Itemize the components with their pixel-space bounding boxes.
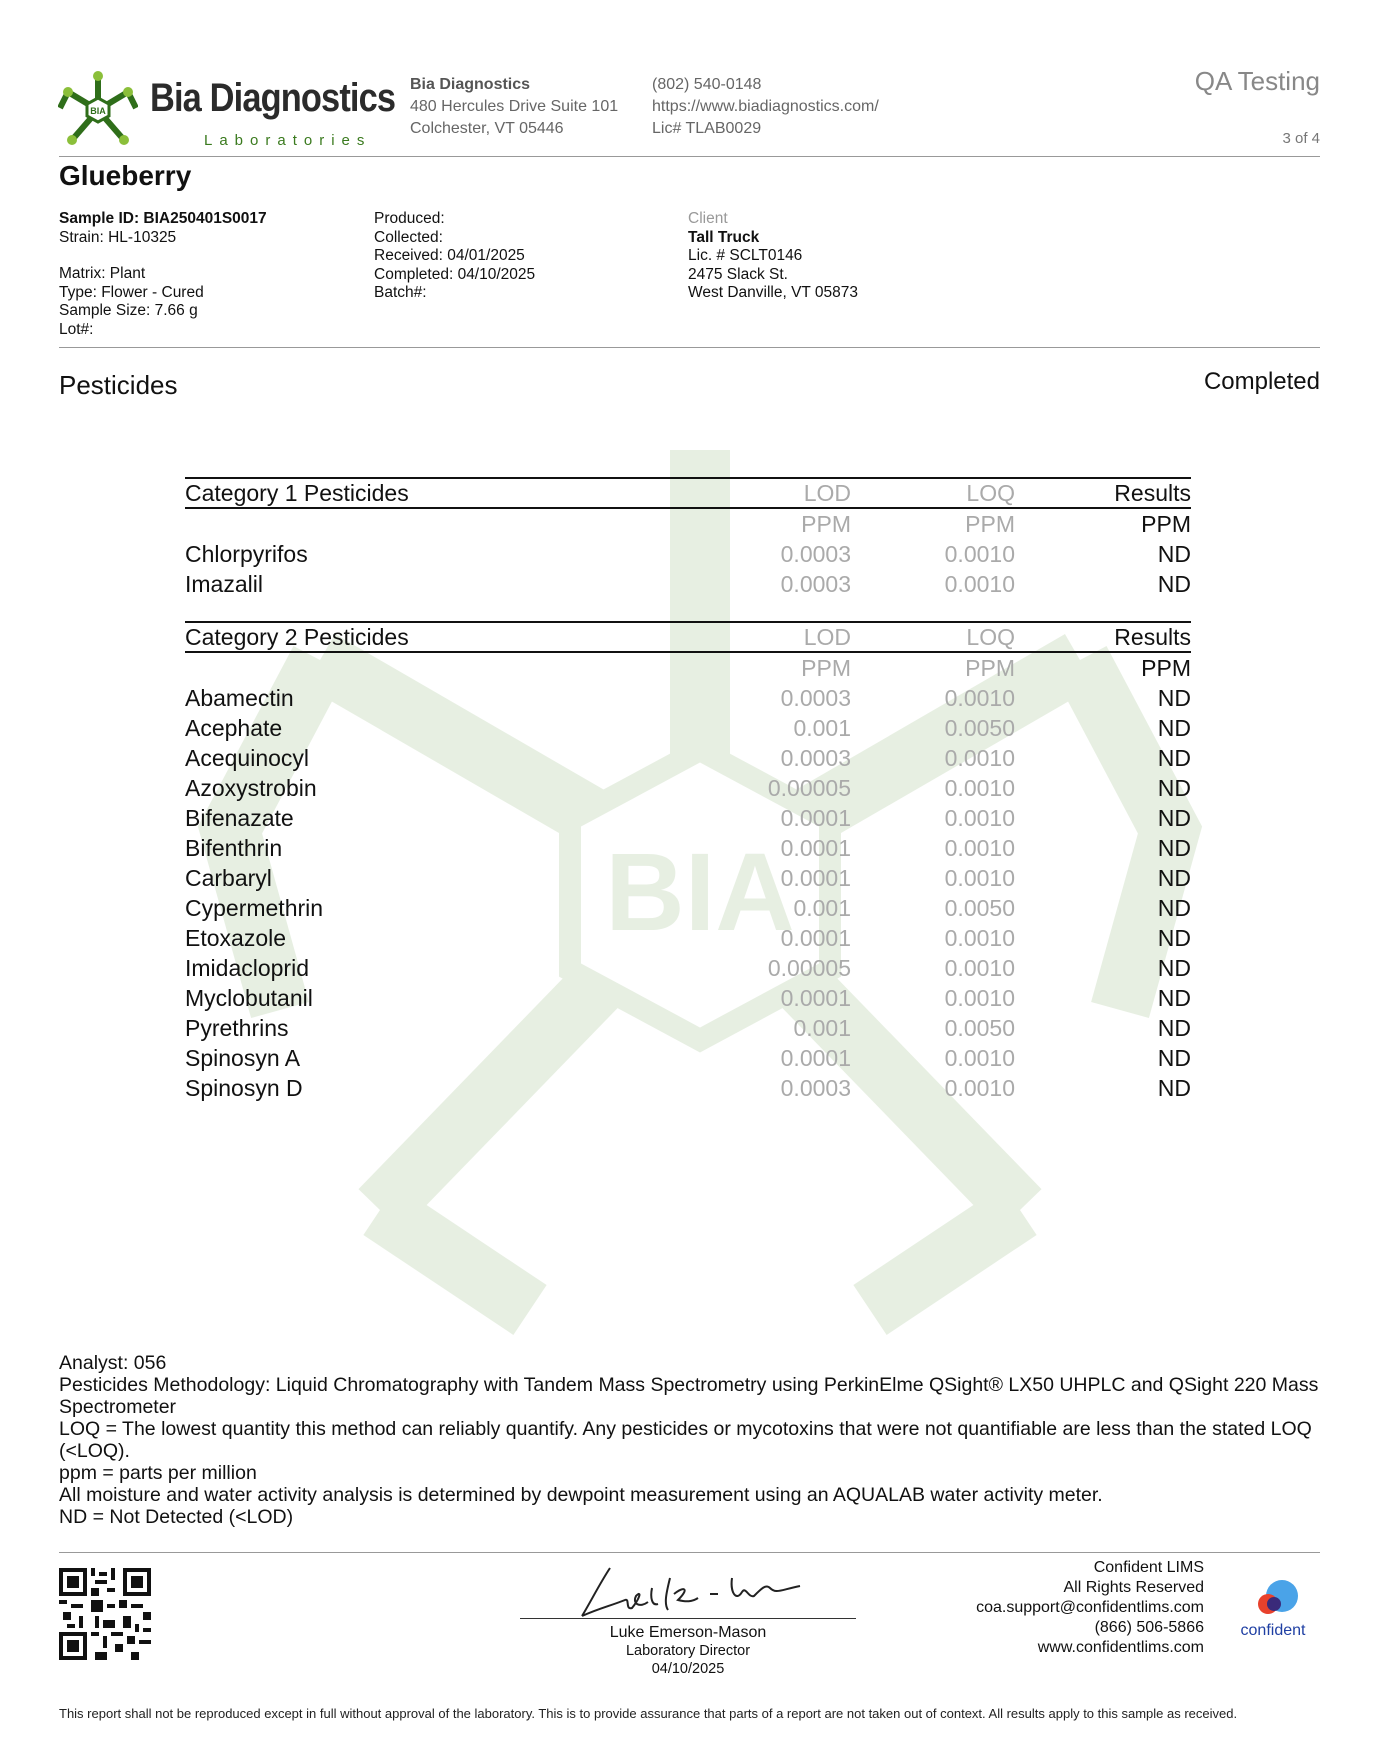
lab-name: Bia Diagnostics xyxy=(410,76,531,93)
client-address2: West Danville, VT 05873 xyxy=(688,284,859,301)
analyte-result: ND xyxy=(1157,955,1191,981)
header-divider xyxy=(59,156,1320,157)
analyte-lod: 0.0001 xyxy=(780,925,851,951)
analyte-result: ND xyxy=(1157,1045,1191,1071)
sample-lot: Lot#: xyxy=(59,320,94,338)
analyte-lod: 0.00005 xyxy=(767,955,851,981)
results-unit: PPM xyxy=(1141,655,1191,681)
lod-unit: PPM xyxy=(801,511,851,537)
lab-website[interactable]: https://www.biadiagnostics.com/ xyxy=(652,98,879,115)
analyte-name: Etoxazole xyxy=(185,925,287,951)
table-row xyxy=(185,713,1191,743)
client-name: Tall Truck xyxy=(688,228,760,246)
table-header xyxy=(185,621,1191,653)
lims-contact-block xyxy=(976,1558,1204,1658)
analyte-lod: 0.0003 xyxy=(780,571,851,597)
date-collected: Collected: xyxy=(374,228,443,246)
analyte-result: ND xyxy=(1157,835,1191,861)
note-analyst: Analyst: 056 xyxy=(59,1352,167,1374)
footer-divider xyxy=(59,1552,1320,1553)
results-unit: PPM xyxy=(1141,511,1191,537)
analyte-lod: 0.001 xyxy=(793,895,851,921)
logo-emblem-text: BIA xyxy=(90,106,106,116)
lod-header: LOD xyxy=(803,480,851,506)
analyte-name: Chlorpyrifos xyxy=(185,541,308,567)
analyte-name: Acephate xyxy=(185,715,283,741)
analyte-result: ND xyxy=(1157,865,1191,891)
analyte-result: ND xyxy=(1157,985,1191,1011)
table-row xyxy=(185,983,1191,1013)
category2-table xyxy=(185,621,1191,1103)
watermark-text: BIA xyxy=(605,831,795,954)
disclaimer: This report shall not be reproduced except in full without approval of the laboratory. This is to provide assurance that parts of a report are not taken out of context. All results apply to this sample as received. xyxy=(59,1706,1238,1721)
batch-number: Batch#: xyxy=(374,284,427,301)
sample-size: Sample Size: 7.66 g xyxy=(59,302,198,319)
lod-unit: PPM xyxy=(801,655,851,681)
sample-name: Glueberry xyxy=(59,160,192,191)
page-number: 3 of 4 xyxy=(1282,130,1320,147)
analyte-lod: 0.0003 xyxy=(780,745,851,771)
client-license: Lic. # SCLT0146 xyxy=(688,247,803,264)
analyte-lod: 0.0001 xyxy=(780,985,851,1011)
analyte-loq: 0.0010 xyxy=(944,865,1015,891)
doc-type: QA Testing xyxy=(1194,66,1320,96)
date-completed: Completed: 04/10/2025 xyxy=(374,265,536,283)
sample-matrix: Matrix: Plant xyxy=(59,265,146,282)
analyte-name: Bifenthrin xyxy=(185,835,283,861)
analyte-result: ND xyxy=(1157,685,1191,711)
analyte-loq: 0.0050 xyxy=(944,895,1015,921)
analyte-lod: 0.0001 xyxy=(780,1045,851,1071)
table-row xyxy=(185,743,1191,773)
loq-header: LOQ xyxy=(966,624,1015,650)
analyte-lod: 0.0003 xyxy=(780,541,851,567)
sample-dates xyxy=(374,210,535,303)
analyte-loq: 0.0010 xyxy=(944,955,1015,981)
analyte-result: ND xyxy=(1157,775,1191,801)
signatory-block xyxy=(520,1624,856,1678)
client-info xyxy=(688,210,858,303)
table-row xyxy=(185,953,1191,983)
client-address1: 2475 Slack St. xyxy=(688,265,788,283)
analyte-lod: 0.001 xyxy=(793,1015,851,1041)
logo-subtitle: Laboratories xyxy=(204,132,372,149)
unit-row xyxy=(185,509,1191,539)
note-ppm: ppm = parts per million xyxy=(59,1462,257,1484)
analyte-loq: 0.0010 xyxy=(944,541,1015,567)
method-notes xyxy=(59,1352,1329,1528)
analyte-loq: 0.0010 xyxy=(944,985,1015,1011)
analyte-loq: 0.0010 xyxy=(944,1075,1015,1101)
note-methodology: Pesticides Methodology: Liquid Chromatography with Tandem Mass Spectrometry using PerkinElme QSight® LX50 UHPLC and QSight 220 Mass Spectrometer xyxy=(59,1374,1319,1418)
table-header xyxy=(185,477,1191,509)
signature-line xyxy=(520,1618,856,1619)
analyte-loq: 0.0050 xyxy=(944,1015,1015,1041)
confident-logo xyxy=(1228,1578,1318,1648)
sample-strain: Strain: HL-10325 xyxy=(59,228,177,246)
lod-header: LOD xyxy=(803,624,851,650)
analyte-result: ND xyxy=(1157,805,1191,831)
analyte-result: ND xyxy=(1157,715,1191,741)
lims-phone: (866) 506-5866 xyxy=(1094,1619,1204,1636)
analyte-name: Pyrethrins xyxy=(185,1015,289,1041)
sample-type: Type: Flower - Cured xyxy=(59,283,204,301)
lims-website[interactable]: www.confidentlims.com xyxy=(1037,1639,1204,1656)
analyte-result: ND xyxy=(1157,925,1191,951)
lims-name: Confident LIMS xyxy=(1093,1559,1204,1576)
analyte-lod: 0.00005 xyxy=(767,775,851,801)
table-row xyxy=(185,863,1191,893)
table-row xyxy=(185,803,1191,833)
loq-unit: PPM xyxy=(965,511,1015,537)
analyte-name: Bifenazate xyxy=(185,805,294,831)
analyte-loq: 0.0050 xyxy=(944,715,1015,741)
table-row xyxy=(185,773,1191,803)
table-title: Category 1 Pesticides xyxy=(185,480,409,506)
analyte-name: Abamectin xyxy=(185,685,294,711)
analyte-result: ND xyxy=(1157,571,1191,597)
results-header: Results xyxy=(1114,480,1191,506)
analyte-lod: 0.0003 xyxy=(780,685,851,711)
lab-phone: (802) 540-0148 xyxy=(652,76,762,93)
lab-address-line1: 480 Hercules Drive Suite 101 xyxy=(410,98,619,115)
analyte-lod: 0.001 xyxy=(793,715,851,741)
sample-info xyxy=(59,210,267,339)
signature-date: 04/10/2025 xyxy=(651,1661,725,1677)
table-row xyxy=(185,1013,1191,1043)
analyte-name: Imidacloprid xyxy=(185,955,309,981)
note-moisture: All moisture and water activity analysis is determined by dewpoint measurement using an AQUALAB water activity meter. xyxy=(59,1484,1103,1506)
analyte-result: ND xyxy=(1157,895,1191,921)
analyte-lod: 0.0001 xyxy=(780,865,851,891)
bia-logo xyxy=(58,70,396,150)
confident-wordmark: confident xyxy=(1240,1622,1306,1639)
lab-address-block xyxy=(410,74,618,140)
lab-license: Lic# TLAB0029 xyxy=(652,120,762,137)
lims-email[interactable]: coa.support@confidentlims.com xyxy=(976,1599,1204,1616)
analyte-name: Spinosyn D xyxy=(185,1075,303,1101)
confident-logo-icon xyxy=(1228,1578,1318,1622)
sample-id: Sample ID: BIA250401S0017 xyxy=(59,210,267,227)
analyte-result: ND xyxy=(1157,1015,1191,1041)
signatory-title: Laboratory Director xyxy=(625,1643,751,1659)
analyte-name: Acequinocyl xyxy=(185,745,310,771)
section-status: Completed xyxy=(1203,368,1320,395)
lims-rights: All Rights Reserved xyxy=(1063,1579,1204,1596)
table-row xyxy=(185,683,1191,713)
date-produced: Produced: xyxy=(374,210,445,227)
analyte-lod: 0.0001 xyxy=(780,835,851,861)
analyte-lod: 0.0001 xyxy=(780,805,851,831)
table-row xyxy=(185,1073,1191,1103)
lab-contact-block xyxy=(652,74,879,140)
analyte-loq: 0.0010 xyxy=(944,745,1015,771)
analyte-loq: 0.0010 xyxy=(944,805,1015,831)
table-row xyxy=(185,569,1191,599)
unit-row xyxy=(185,653,1191,683)
table-title: Category 2 Pesticides xyxy=(185,624,409,650)
table-row xyxy=(185,923,1191,953)
analyte-name: Carbaryl xyxy=(185,865,272,891)
analyte-loq: 0.0010 xyxy=(944,925,1015,951)
table-row xyxy=(185,1043,1191,1073)
section-title: Pesticides xyxy=(59,370,178,400)
analyte-result: ND xyxy=(1157,1075,1191,1101)
analyte-loq: 0.0010 xyxy=(944,1045,1015,1071)
table-row xyxy=(185,833,1191,863)
bia-logo-icon xyxy=(58,70,138,150)
logo-wordmark: Bia Diagnostics xyxy=(150,76,396,120)
analyte-name: Spinosyn A xyxy=(185,1045,301,1071)
analyte-name: Imazalil xyxy=(185,571,263,597)
results-header: Results xyxy=(1114,624,1191,650)
loq-header: LOQ xyxy=(966,480,1015,506)
lab-address-line2: Colchester, VT 05446 xyxy=(410,120,564,137)
analyte-result: ND xyxy=(1157,541,1191,567)
table-row xyxy=(185,893,1191,923)
analyte-loq: 0.0010 xyxy=(944,685,1015,711)
director-signature xyxy=(570,1558,820,1622)
analyte-loq: 0.0010 xyxy=(944,571,1015,597)
note-nd: ND = Not Detected (<LOD) xyxy=(59,1506,294,1528)
analyte-name: Cypermethrin xyxy=(185,895,324,921)
analyte-name: Myclobutanil xyxy=(185,985,313,1011)
analyte-loq: 0.0010 xyxy=(944,835,1015,861)
analyte-lod: 0.0003 xyxy=(780,1075,851,1101)
loq-unit: PPM xyxy=(965,655,1015,681)
analyte-loq: 0.0010 xyxy=(944,775,1015,801)
qr-code[interactable] xyxy=(59,1568,151,1660)
info-divider xyxy=(59,347,1320,348)
client-label: Client xyxy=(688,210,728,227)
analyte-result: ND xyxy=(1157,745,1191,771)
signatory-name: Luke Emerson-Mason xyxy=(609,1624,767,1641)
category1-table xyxy=(185,477,1191,599)
table-row xyxy=(185,539,1191,569)
analyte-name: Azoxystrobin xyxy=(185,775,317,801)
date-received: Received: 04/01/2025 xyxy=(374,247,525,264)
note-loq: LOQ = The lowest quantity this method can reliably quantify. Any pesticides or mycotoxins that were not quantifiable are less than the stated LOQ (<LOQ). xyxy=(59,1418,1312,1462)
